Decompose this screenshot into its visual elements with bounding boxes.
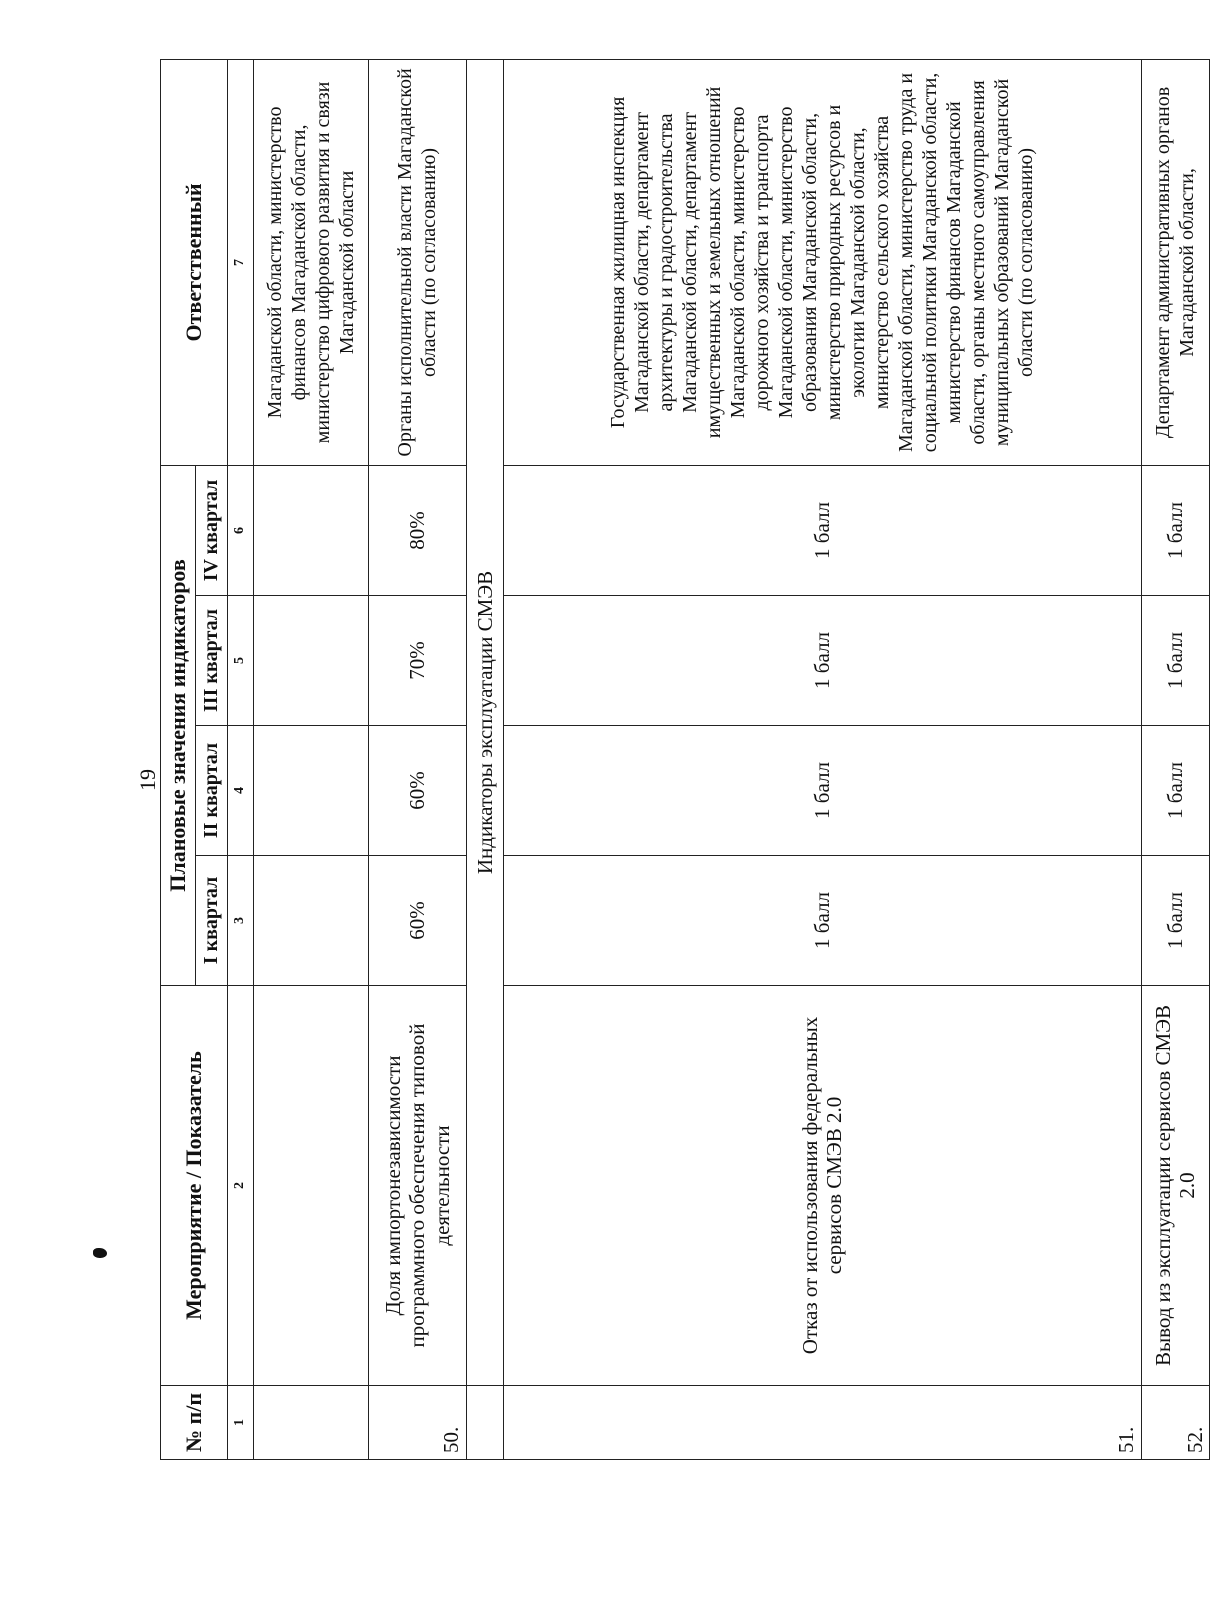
cell-q4: 1 балл bbox=[1141, 465, 1209, 595]
cell-num: 52. bbox=[1141, 1386, 1209, 1460]
cell-num: 50. bbox=[368, 1386, 466, 1460]
cell-measure: Доля импортонезависимости программного обеспечения типовой деятельности bbox=[368, 986, 466, 1386]
column-number: 6 bbox=[227, 465, 253, 595]
column-number: 4 bbox=[227, 726, 253, 856]
cell-q2: 1 балл bbox=[1141, 726, 1209, 856]
indicators-table bbox=[160, 59, 1210, 1460]
cell-empty bbox=[253, 986, 368, 1386]
cell-num: 51. bbox=[504, 1386, 1141, 1460]
header-q4: IV квартал bbox=[195, 465, 227, 595]
column-number: 1 bbox=[227, 1386, 253, 1460]
cell-measure: Отказ от использования федеральных сервисов СМЭВ 2.0 bbox=[504, 986, 1141, 1386]
cell-q3: 1 балл bbox=[1141, 596, 1209, 726]
cell-responsible: Государственная жилищная инспекция Магаданской области, департамент архитектуры и градостроительства Магаданской области, департамент имущественных и земельных отношений Магаданской области, министерство дорожного хозяйства и транспорта Магаданской области, министерство образования Магаданской области, министерство природных ресурсов и экологии Магаданской области, министерство сельского хозяйства Магаданской области, министерство труда и социальной политики Магаданской области, министерство финансов Магаданской области, органы местного самоуправления муниципальных образований Магаданской области (по согласованию) bbox=[504, 59, 1141, 465]
column-number: 5 bbox=[227, 596, 253, 726]
cell-q2: 60% bbox=[368, 726, 466, 856]
table-row bbox=[504, 59, 1141, 1459]
header-q1: I квартал bbox=[195, 856, 227, 986]
cell-q1: 1 балл bbox=[504, 856, 1141, 986]
cell-responsible: Департамент административных органов Магаданской области, bbox=[1141, 59, 1209, 465]
cell-empty bbox=[253, 856, 368, 986]
header-responsible: Ответственный bbox=[161, 59, 228, 465]
cell-q3: 70% bbox=[368, 596, 466, 726]
table-row-continuation bbox=[253, 59, 368, 1459]
cell-q1: 1 балл bbox=[1141, 856, 1209, 986]
header-row-1 bbox=[161, 59, 196, 1459]
column-number: 7 bbox=[227, 59, 253, 465]
cell-empty bbox=[253, 1386, 368, 1460]
table-rotated-container bbox=[160, 60, 1210, 1460]
table-row bbox=[1141, 59, 1209, 1459]
cell-responsible: Магаданской области, министерство финансов Магаданской области, министерство цифрового развития и связи Магаданской области bbox=[253, 59, 368, 465]
section-row bbox=[466, 59, 504, 1459]
cell-empty bbox=[253, 465, 368, 595]
header-planned: Плановые значения индикаторов bbox=[161, 465, 196, 985]
cell-q2: 1 балл bbox=[504, 726, 1141, 856]
column-number: 3 bbox=[227, 856, 253, 986]
header-measure: Мероприятие / Показатель bbox=[161, 986, 228, 1386]
cell-q3: 1 балл bbox=[504, 596, 1141, 726]
cell-q4: 1 балл bbox=[504, 465, 1141, 595]
page-number: 19 bbox=[135, 769, 160, 791]
scan-artifact bbox=[93, 1248, 107, 1258]
column-numbers-row bbox=[227, 59, 253, 1459]
cell-q1: 60% bbox=[368, 856, 466, 986]
cell-q4: 80% bbox=[368, 465, 466, 595]
header-q3: III квартал bbox=[195, 596, 227, 726]
header-num: № п/п bbox=[161, 1386, 228, 1460]
cell-empty bbox=[253, 726, 368, 856]
header-q2: II квартал bbox=[195, 726, 227, 856]
cell-responsible: Органы исполнительной власти Магаданской области (по согласованию) bbox=[368, 59, 466, 465]
cell-measure: Вывод из эксплуатации сервисов СМЭВ 2.0 bbox=[1141, 986, 1209, 1386]
table-row bbox=[368, 59, 466, 1459]
cell-empty bbox=[466, 1386, 504, 1460]
column-number: 2 bbox=[227, 986, 253, 1386]
cell-empty bbox=[253, 596, 368, 726]
section-title: Индикаторы эксплуатации СМЭВ bbox=[466, 59, 504, 1385]
